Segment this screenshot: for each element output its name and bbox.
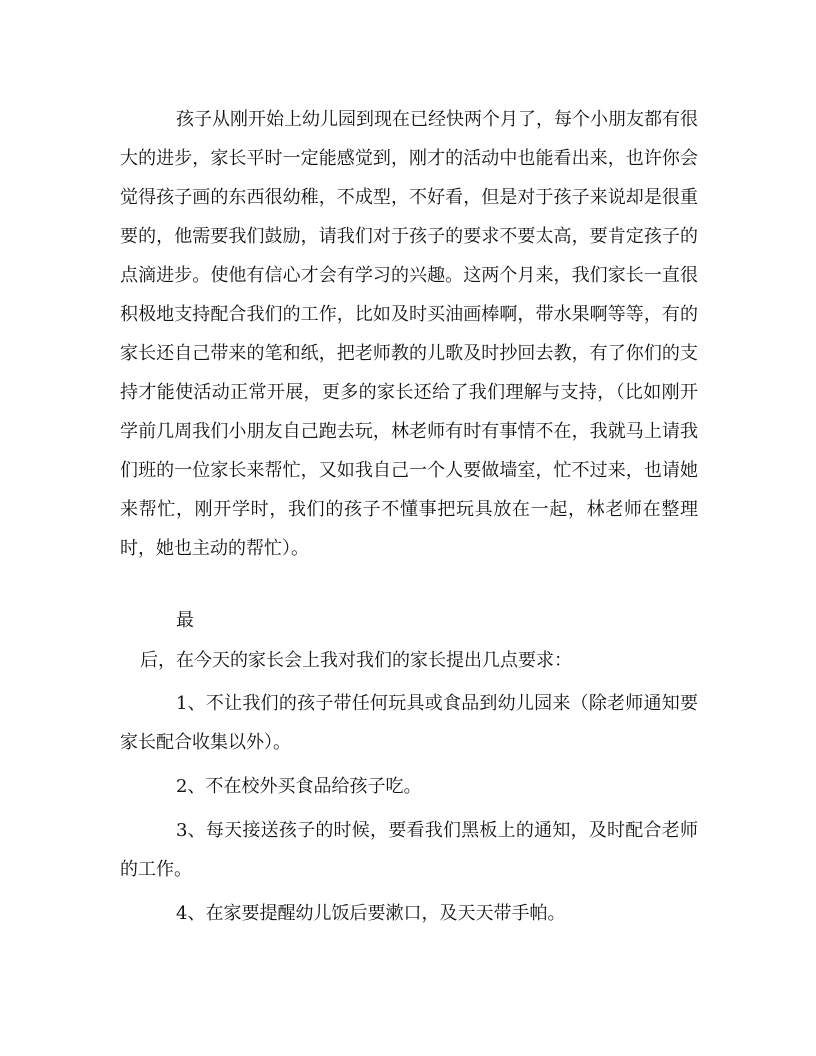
paragraph-2-continuation: 后，在今天的家长会上我对我们的家长提出几点要求： <box>140 650 572 671</box>
requirement-item-1: 1、不让我们的孩子带任何玩具或食品到幼儿园来（除老师通知要家长配合收集以外）。 <box>120 693 698 753</box>
paragraph-1: 孩子从刚开始上幼儿园到现在已经快两个月了，每个小朋友都有很大的进步，家长平时一定能感觉到，刚才的活动中也能看出来，也许你会觉得孩子画的东西很幼稚，不成型，不好看，但是对于孩子来说却是很重要的，他需要我们鼓励，请我们对于孩子的要求不要太高，要肯定孩子的点滴进步。使他有信心才会有学习的兴趣。这两个月来，我们家长一直很积极地支持配合我们的工作，比如及时买油画棒啊，带水果啊等等，有的家长还自己带来的笔和纸，把老师教的儿歌及时抄回去教，有了你们的支持才能使活动正常开展，更多的家长还给了我们理解与支持，（比如刚开学前几周我们小朋友自己跑去玩，林老师有时有事情不在，我就马上请我们班的一位家长来帮忙，又如我自己一个人要做墙室，忙不过来，也请她来帮忙，刚开学时，我们的孩子不懂事把玩具放在一起，林老师在整理时，她也主动的帮忙）。 <box>120 109 698 559</box>
requirements-list <box>120 684 698 933</box>
requirement-item-4: 4、在家要提醒幼儿饭后要漱口，及天天带手帕。 <box>176 903 566 924</box>
requirement-item-2: 2、不在校外买食品给孩子吃。 <box>176 776 422 797</box>
body-text <box>120 100 698 568</box>
paragraph-2-start: 最 <box>176 610 194 631</box>
requirement-item-3: 3、每天接送孩子的时候，要看我们黑板上的通知，及时配合老师的工作。 <box>120 820 698 880</box>
